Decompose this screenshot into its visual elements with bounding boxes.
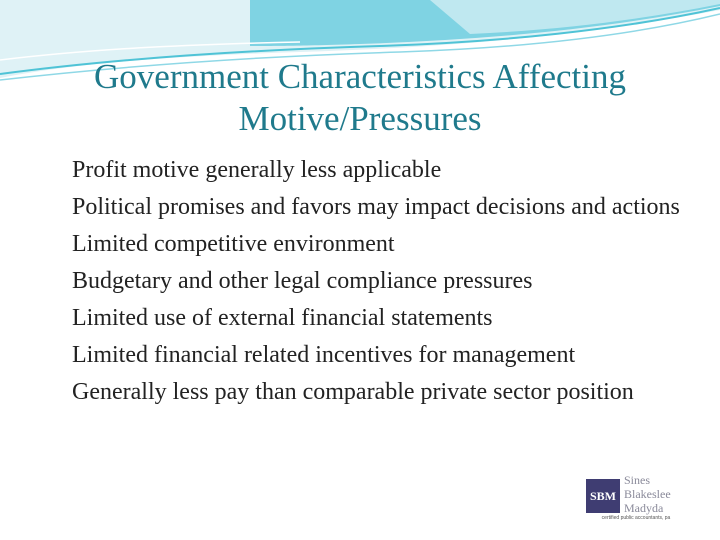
bullet-text: Profit motive generally less applicable bbox=[72, 157, 442, 183]
bullet-text: Limited use of external financial statements bbox=[72, 305, 493, 331]
logo-wordmark bbox=[624, 473, 671, 515]
bullet-item bbox=[46, 340, 686, 370]
title-line-1: Government Characteristics Affecting bbox=[94, 57, 626, 96]
bullet-item bbox=[46, 377, 686, 407]
logo-name-line-3: Madyda bbox=[624, 501, 664, 515]
bullet-text: Political promises and favors may impact decisions and actions bbox=[72, 194, 680, 220]
logo-name-line-2: Blakeslee bbox=[624, 487, 671, 501]
bullet-item bbox=[46, 192, 686, 222]
title-line-2: Motive/Pressures bbox=[238, 99, 482, 138]
logo-name-line-1: Sines bbox=[624, 473, 651, 487]
bullet-text: Generally less pay than comparable private sector position bbox=[72, 379, 634, 405]
bullet-text: Budgetary and other legal compliance pressures bbox=[72, 268, 533, 294]
bullet-text: Limited competitive environment bbox=[72, 231, 395, 257]
bullet-item bbox=[46, 266, 686, 296]
bullet-list bbox=[46, 155, 686, 414]
slide-title bbox=[20, 56, 700, 140]
bullet-item bbox=[46, 229, 686, 259]
firm-logo bbox=[586, 473, 686, 525]
bullet-item bbox=[46, 303, 686, 333]
logo-monogram: SBM bbox=[586, 479, 620, 513]
bullet-item bbox=[46, 155, 686, 185]
logo-tagline: certified public accountants, pa bbox=[601, 515, 671, 521]
bullet-text: Limited financial related incentives for management bbox=[72, 342, 576, 368]
